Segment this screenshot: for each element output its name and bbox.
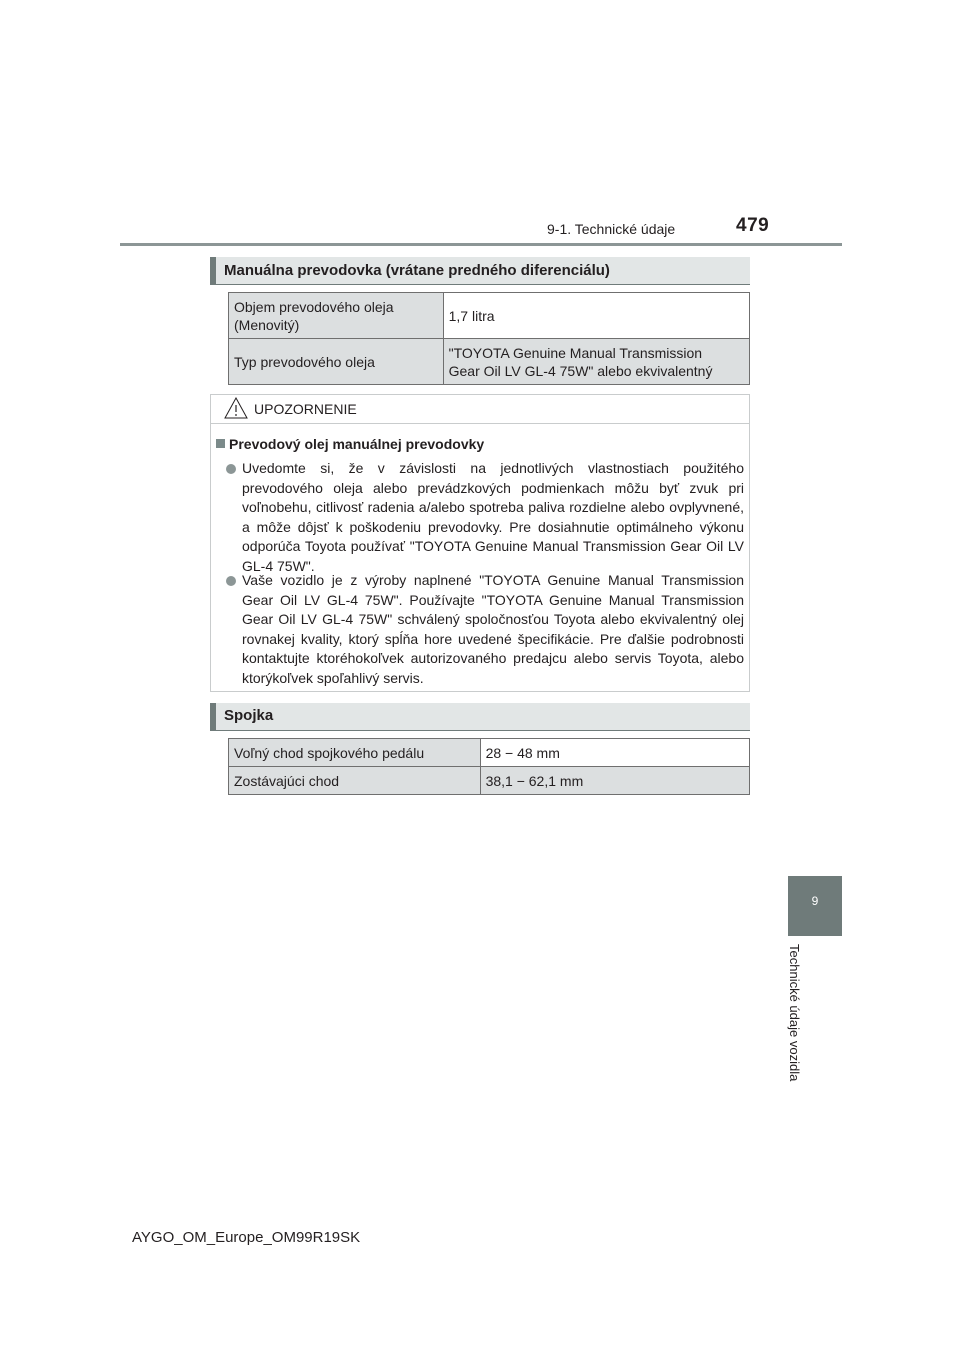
caution-bullet	[226, 571, 744, 688]
page-number: 479	[736, 215, 770, 236]
clutch-spec-table	[228, 738, 750, 795]
document-code: AYGO_OM_Europe_OM99R19SK	[132, 1229, 361, 1246]
table-cell-label: Zostávajúci chod	[229, 767, 481, 795]
chapter-number: 9	[811, 894, 819, 908]
clutch-section-header	[210, 703, 750, 731]
bullet-dot-icon	[226, 464, 236, 474]
section-underline	[210, 284, 750, 285]
warning-triangle-icon	[224, 397, 248, 419]
table-cell-label: Typ prevodového oleja	[229, 339, 444, 385]
square-bullet-icon	[216, 439, 225, 448]
table-row	[229, 339, 750, 385]
bullet-dot-icon	[226, 576, 236, 586]
caution-label: UPOZORNENIE	[254, 401, 357, 417]
section-underline	[210, 730, 750, 731]
clutch-section-title: Spojka	[224, 707, 274, 724]
table-cell-label: Voľný chod spojkového pedálu	[229, 739, 481, 767]
caution-header-divider	[211, 423, 749, 424]
section-title: 9-1. Technické údaje	[547, 221, 676, 237]
table-cell-value: "TOYOTA Genuine Manual Transmission Gear Oil LV GL-4 75W" alebo ekvivalentný	[443, 339, 749, 385]
transmission-section-title: Manuálna prevodovka (vrátane predného diferenciálu)	[224, 262, 610, 279]
caution-title-text: Prevodový olej manuálnej prevodovky	[229, 436, 485, 452]
caution-bullet	[226, 459, 744, 576]
table-row	[229, 293, 750, 339]
bullet-text: Uvedomte si, že v závislosti na jednotlivých vlastnostiach použitého prevodového oleja alebo prevádzkových podmienkach môžu byť zvuk pri voľnobehu, citlivosť radenia a/alebo spotreba paliva rozdielne alebo ovplyvnené, a môže dôjsť k poškodeniu prevodovky. Pre dosiahnutie optimálneho výkonu odporúča Toyota používať "TOYOTA Genuine Manual Transmission Gear Oil LV GL-4 75W".	[242, 460, 744, 574]
bullet-text: Vaše vozidlo je z výroby naplnené "TOYOTA Genuine Manual Transmission Gear Oil LV GL-4 75W". Používajte "TOYOTA Genuine Manual Transmission Gear Oil LV GL-4 75W" schválený spoločnosťou Toyota alebo ekvivalentný olej rovnakej kvality, ktorý spĺňa hore uvedené špecifikácie. Pre ďalšie podrobnosti kontaktujte ktoréhokoľvek autorizovaného predajcu alebo servis Toyota, alebo ktorýkoľvek spoľahlivý servis.	[242, 572, 744, 686]
table-row	[229, 739, 750, 767]
header-divider	[120, 243, 842, 246]
table-cell-value: 38,1 − 62,1 mm	[480, 767, 749, 795]
chapter-label: Technické údaje vozidla	[787, 944, 802, 1082]
table-cell-label: Objem prevodového oleja (Menovitý)	[229, 293, 444, 339]
transmission-spec-table	[228, 292, 750, 385]
table-cell-value: 1,7 litra	[443, 293, 749, 339]
table-row	[229, 767, 750, 795]
caution-title	[216, 436, 484, 452]
table-cell-value: 28 − 48 mm	[480, 739, 749, 767]
